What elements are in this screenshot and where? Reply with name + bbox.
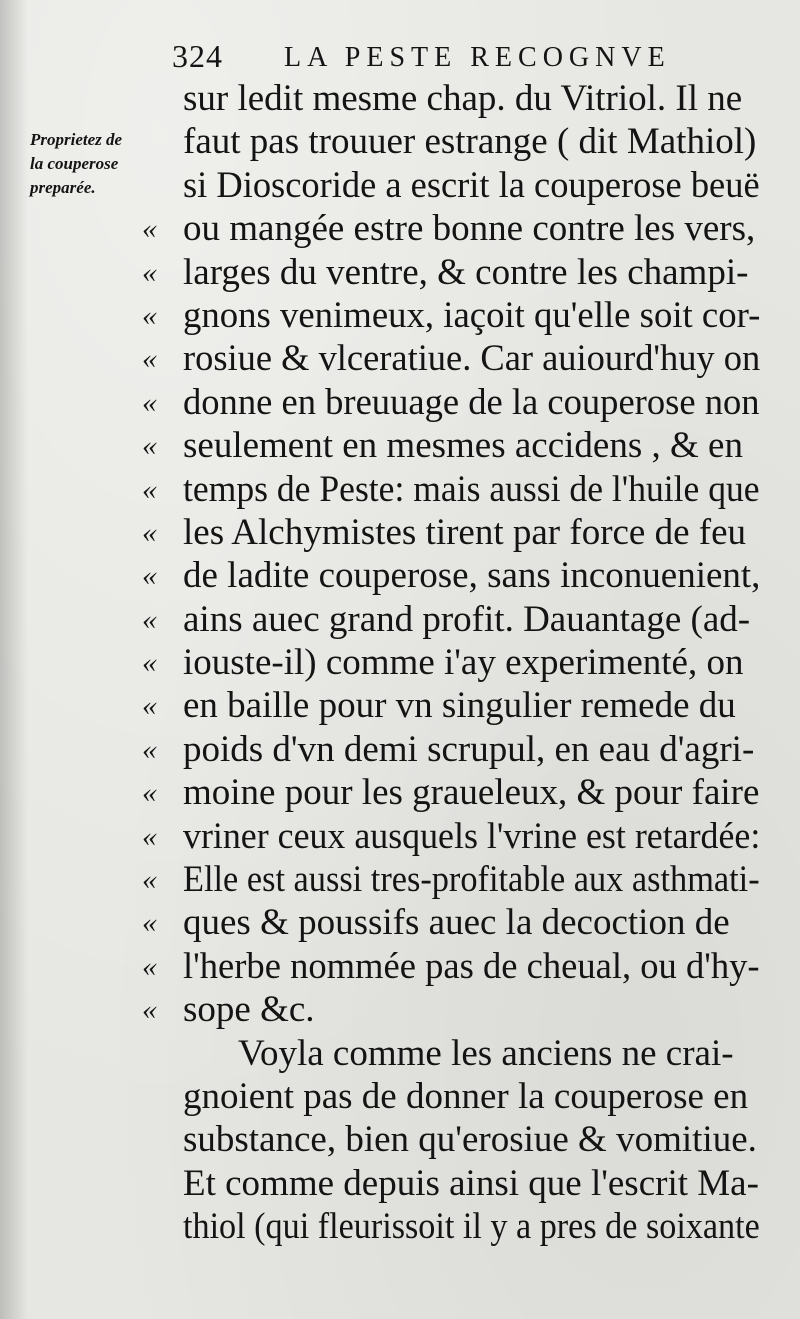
quotation-mark: «	[142, 949, 157, 983]
line-text: seulement en mesmes accidens , & en	[183, 425, 743, 467]
line-text: thiol (qui fleurissoit il y a pres de soixante	[183, 1206, 760, 1248]
quotation-mark: «	[142, 212, 157, 246]
line-text: poids d'vn demi scrupul, en eau d'agri-	[183, 728, 755, 770]
text-line	[142, 424, 782, 467]
page-number: 324	[172, 38, 223, 74]
text-line	[142, 77, 782, 120]
line-text: sope &c.	[183, 989, 315, 1031]
quotation-mark: «	[142, 515, 157, 549]
line-text: Voyla comme les anciens ne crai-	[238, 1032, 734, 1074]
quotation-mark: «	[142, 342, 157, 376]
line-text: rosiue & vlceratiue. Car auiourd'huy on	[183, 338, 761, 380]
quotation-mark: «	[142, 602, 157, 636]
line-text: en baille pour vn singulier remede du	[183, 685, 736, 727]
text-line	[142, 858, 782, 901]
main-text	[142, 77, 782, 1249]
text-line	[142, 771, 782, 814]
text-line	[142, 207, 782, 250]
text-line	[142, 988, 782, 1031]
line-text: de ladite couperose, sans inconuenient,	[183, 555, 761, 597]
text-line	[142, 1205, 782, 1248]
text-line	[142, 945, 782, 988]
line-text: substance, bien qu'erosiue & vomitiue.	[183, 1119, 757, 1161]
margin-note-line: Proprietez de	[30, 130, 123, 149]
quotation-mark: «	[142, 732, 157, 766]
line-text: les Alchymistes tirent par force de feu	[183, 511, 747, 553]
line-text: l'herbe nommée pas de cheual, ou d'hy-	[183, 945, 760, 987]
line-text: moine pour les graueleux, & pour faire	[183, 772, 760, 814]
line-text: ou mangée estre bonne contre les vers,	[183, 208, 756, 250]
line-text: sur ledit mesme chap. du Vitriol. Il ne	[183, 78, 743, 119]
text-line	[142, 1075, 782, 1118]
line-text: temps de Peste: mais aussi de l'huile que	[183, 468, 760, 510]
text-line	[142, 120, 782, 163]
quotation-mark: «	[142, 298, 157, 332]
page-header	[172, 38, 772, 78]
quotation-mark: «	[142, 863, 157, 897]
text-line	[142, 1118, 782, 1161]
text-line	[142, 337, 782, 380]
text-line	[142, 511, 782, 554]
text-line	[142, 251, 782, 294]
line-text: donne en breuuage de la couperose non	[183, 381, 760, 423]
text-line	[142, 815, 782, 858]
quotation-mark: «	[142, 646, 157, 680]
text-line	[142, 641, 782, 684]
line-text: gnoient pas de donner la couperose en	[183, 1075, 749, 1117]
line-text: Et comme depuis ainsi que l'escrit Ma-	[183, 1162, 759, 1204]
text-line	[142, 1032, 782, 1075]
line-text: larges du ventre, & contre les champi-	[183, 251, 749, 293]
text-line	[142, 684, 782, 727]
text-line	[142, 598, 782, 641]
quotation-mark: «	[142, 993, 157, 1027]
line-text: ains auec grand profit. Dauantage (ad-	[183, 598, 751, 640]
quotation-mark: «	[142, 819, 157, 853]
quotation-mark: «	[142, 255, 157, 289]
text-line	[142, 294, 782, 337]
quotation-mark: «	[142, 385, 157, 419]
quotation-mark: «	[142, 689, 157, 723]
line-text: si Dioscoride a escrit la couperose beuë	[183, 164, 760, 206]
running-title: LA PESTE RECOGNVE	[284, 42, 671, 73]
quotation-mark: «	[142, 429, 157, 463]
text-line	[142, 1162, 782, 1205]
quotation-mark: «	[142, 559, 157, 593]
quotation-mark: «	[142, 776, 157, 810]
quotation-mark: «	[142, 472, 157, 506]
line-text: iouste-il) comme i'ay experimenté, on	[183, 642, 744, 684]
text-line	[142, 728, 782, 771]
line-text: faut pas trouuer estrange ( dit Mathiol)	[183, 121, 757, 163]
line-text: ques & poussifs auec la decoction de	[183, 902, 730, 944]
line-text: vriner ceux ausquels l'vrine est retardée:	[183, 815, 761, 857]
margin-note-line: preparée.	[30, 178, 96, 197]
line-text: Elle est aussi tres-profitable aux asthmati-	[183, 859, 760, 901]
line-text: gnons venimeux, iaçoit qu'elle soit cor-	[183, 294, 761, 336]
text-line	[142, 381, 782, 424]
text-line	[142, 901, 782, 944]
text-line	[142, 164, 782, 207]
text-line	[142, 554, 782, 597]
text-line	[142, 468, 782, 511]
margin-note-line: la couperose	[30, 154, 119, 173]
page-gutter-shadow	[0, 0, 28, 1319]
quotation-mark: «	[142, 906, 157, 940]
